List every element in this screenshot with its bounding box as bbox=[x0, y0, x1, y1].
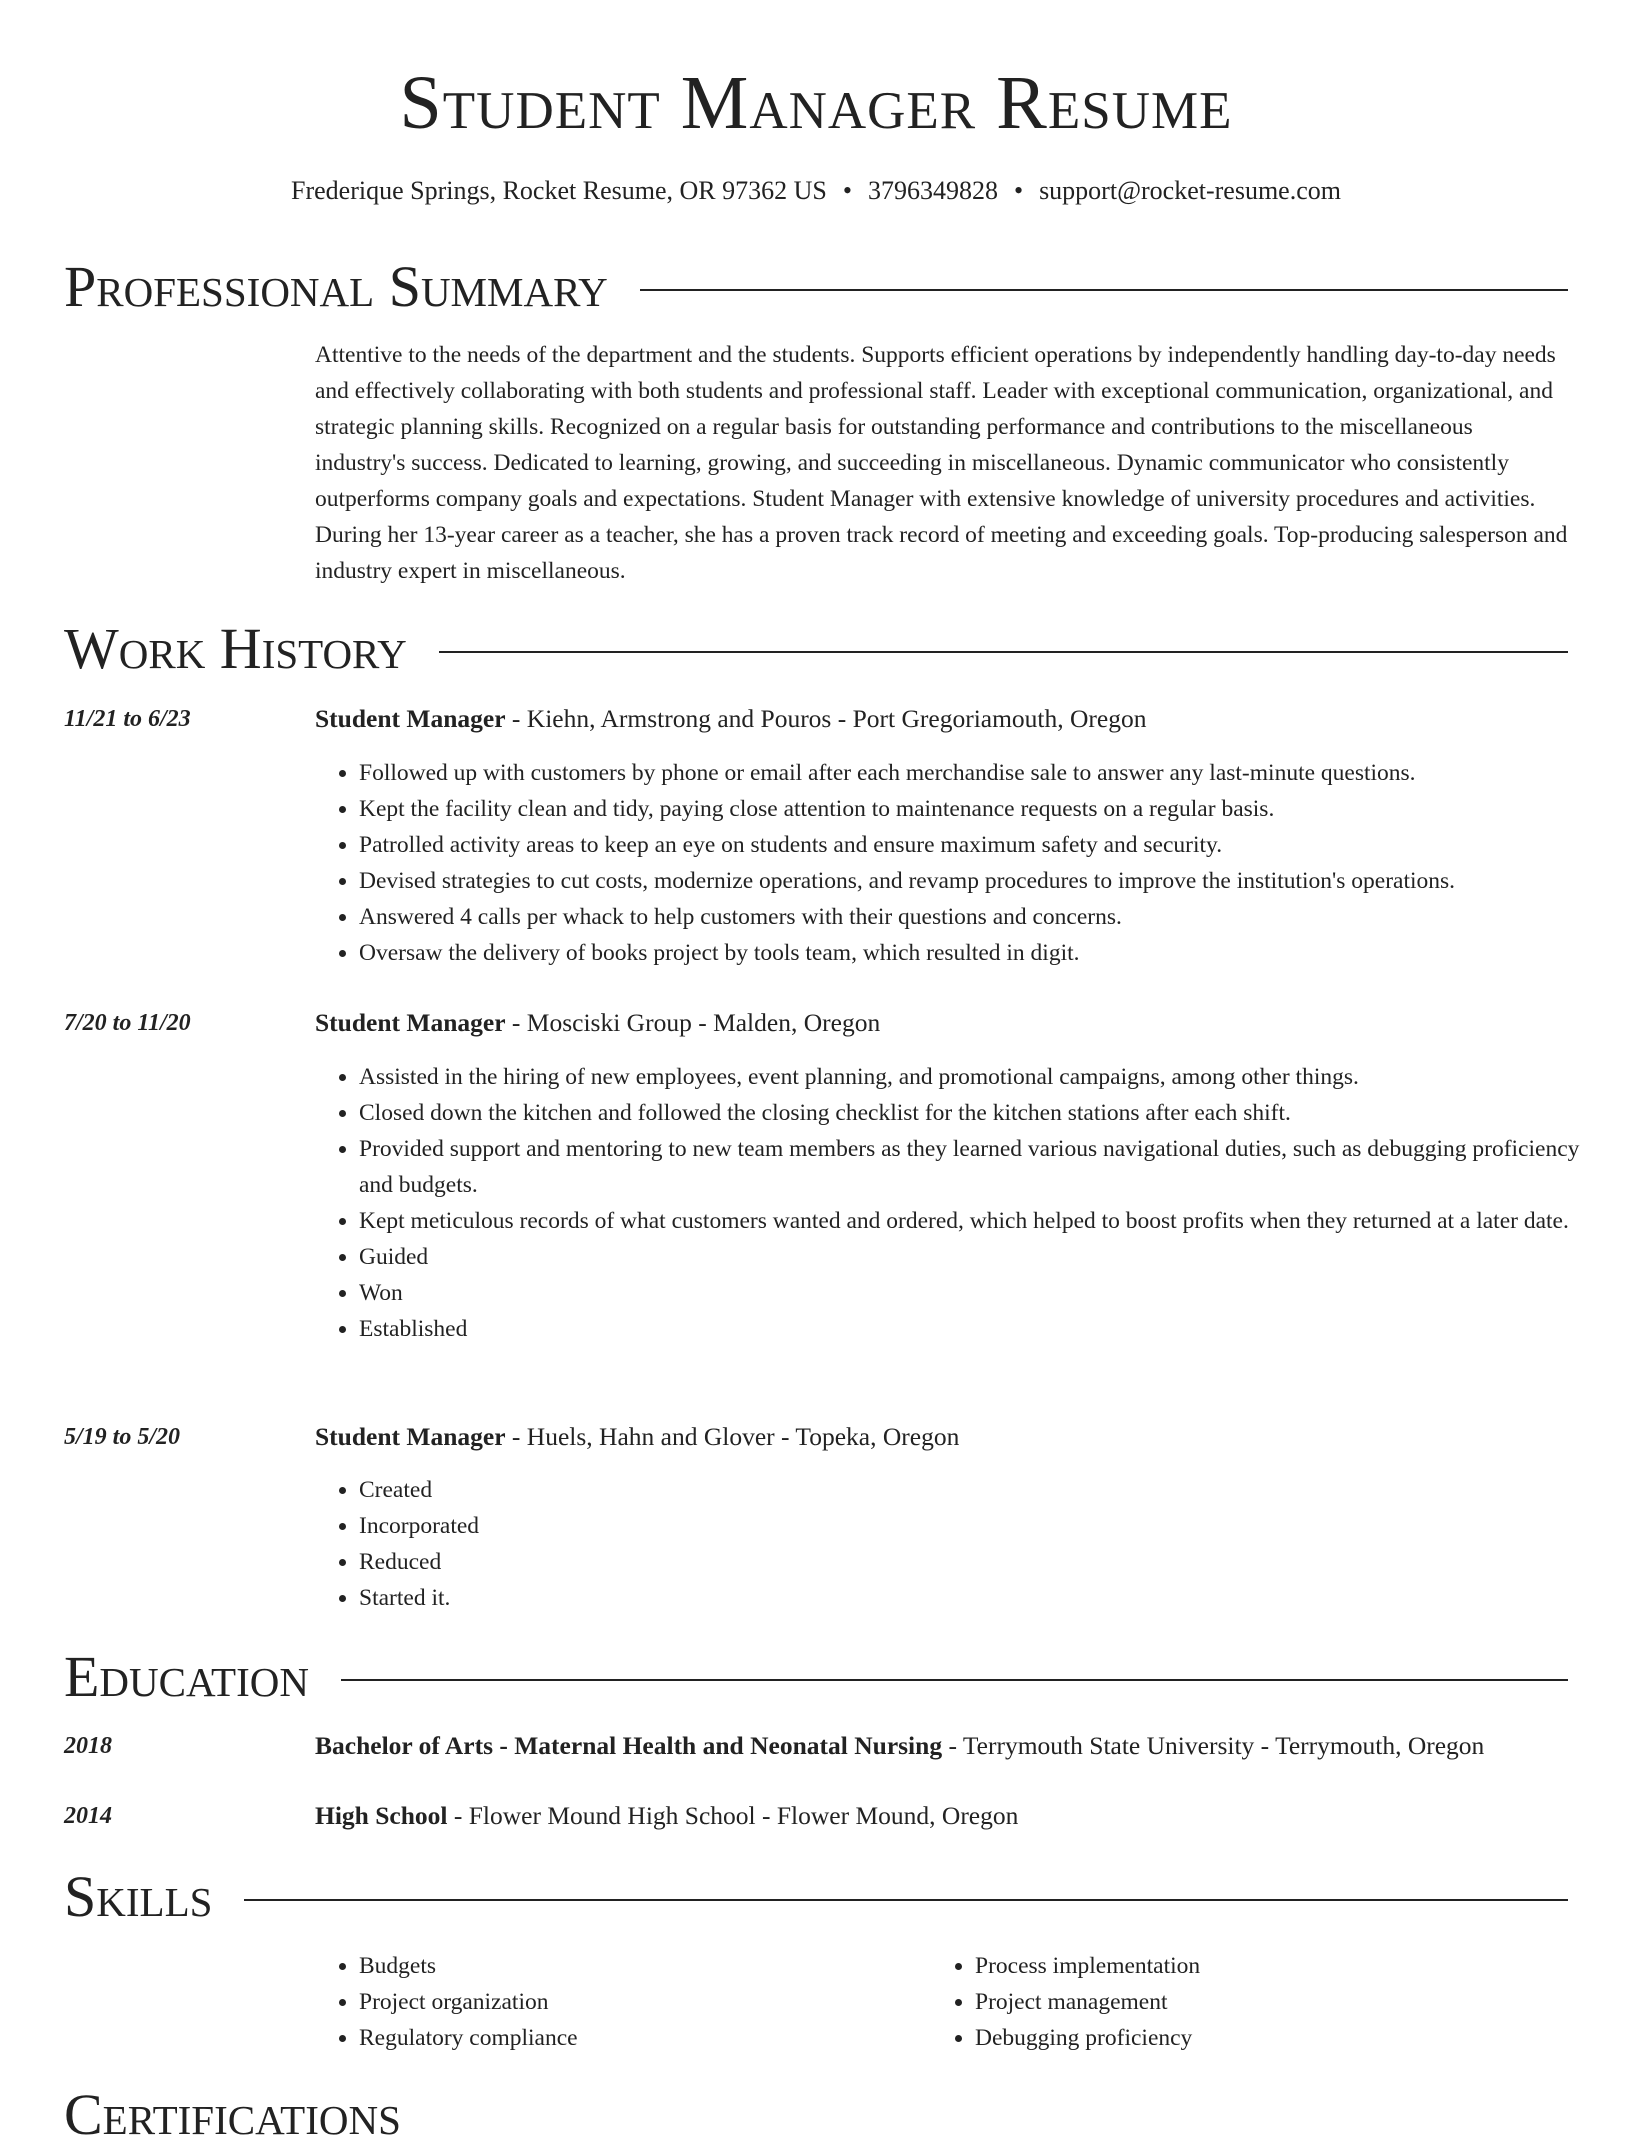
section-skills bbox=[64, 1864, 1568, 1930]
skill-item: • Budgets bbox=[359, 1948, 919, 1984]
job-bullet: • Won bbox=[359, 1275, 1612, 1311]
job-dates: 5/19 to 5/20 bbox=[64, 1424, 181, 1450]
job-bullet-list bbox=[315, 1059, 1612, 1347]
job-bullet: • Created bbox=[359, 1472, 1612, 1508]
skill-item: • Project management bbox=[975, 1984, 1575, 2020]
job-bullet: • Kept the facility clean and tidy, paying close attention to maintenance requests on a regular basis. bbox=[359, 791, 1612, 827]
education-degree: High School bbox=[315, 1801, 448, 1830]
section-education bbox=[64, 1644, 1568, 1710]
section-rule bbox=[439, 651, 1568, 653]
job-bullet-list bbox=[315, 755, 1612, 971]
job-title: Student Manager bbox=[315, 704, 506, 733]
job-bullet: • Guided bbox=[359, 1239, 1612, 1275]
section-rule bbox=[640, 289, 1568, 291]
job-bullet: • Assisted in the hiring of new employees, event planning, and promotional campaigns, among other things. bbox=[359, 1059, 1612, 1095]
job-bullet: • Established bbox=[359, 1311, 1612, 1347]
job-bullet: • Devised strategies to cut costs, modernize operations, and revamp procedures to improve the institution's operations. bbox=[359, 863, 1612, 899]
skill-item: • Regulatory compliance bbox=[359, 2020, 919, 2056]
job-bullet: • Provided support and mentoring to new team members as they learned various navigational duties, such as debugging proficiency and budgets. bbox=[359, 1131, 1612, 1203]
job-bullet: • Patrolled activity areas to keep an eye on students and ensure maximum safety and security. bbox=[359, 827, 1612, 863]
job-employer: - Kiehn, Armstrong and Pouros - Port Gregoriamouth, Oregon bbox=[505, 704, 1147, 733]
education-entry bbox=[315, 1799, 1568, 1833]
section-work-history bbox=[64, 616, 1568, 682]
job-heading bbox=[315, 702, 1568, 736]
job-title: Student Manager bbox=[315, 1422, 506, 1451]
contact-email[interactable]: support@rocket-resume.com bbox=[1039, 176, 1341, 205]
job-employer: - Mosciski Group - Malden, Oregon bbox=[505, 1008, 881, 1037]
section-heading: Skills bbox=[64, 1864, 213, 1929]
summary-text: Attentive to the needs of the department and the students. Supports efficient operations by independently handling day-to-day needs and effectively collaborating with both students and professional staff. Leader with exceptional communication, organizational, and strategic planning skills. Recognized on a regular basis for outstanding performance and contributions to the miscellaneous industry's success. Dedicated to learning, growing, and succeeding in miscellaneous. Dynamic communicator who consistently outperforms company goals and expectations. Student Manager with extensive knowledge of university procedures and activities. During her 13-year career as a teacher, she has a proven track record of meeting and exceeding goals. Top-producing salesperson and industry expert in miscellaneous. bbox=[315, 342, 1568, 584]
section-heading: Certifications bbox=[64, 2082, 401, 2147]
contact-separator: • bbox=[1013, 176, 1024, 205]
job-bullet: • Incorporated bbox=[359, 1508, 1612, 1544]
job-bullet: • Reduced bbox=[359, 1544, 1612, 1580]
job-bullet: • Oversaw the delivery of books project by tools team, which resulted in digit. bbox=[359, 935, 1612, 971]
education-degree: Bachelor of Arts - Maternal Health and Neonatal Nursing bbox=[315, 1731, 943, 1760]
section-professional-summary bbox=[64, 254, 1568, 320]
skill-item: • Process implementation bbox=[975, 1948, 1575, 1984]
job-employer: - Huels, Hahn and Glover - Topeka, Oregon bbox=[505, 1422, 960, 1451]
section-heading: Professional Summary bbox=[64, 254, 608, 319]
section-rule bbox=[244, 1899, 1568, 1901]
contact-phone: 3796349828 bbox=[867, 176, 998, 205]
section-heading: Work History bbox=[64, 616, 407, 681]
job-bullet: • Started it. bbox=[359, 1580, 1612, 1616]
job-heading bbox=[315, 1420, 1568, 1454]
education-school: - Flower Mound High School - Flower Mound, Oregon bbox=[447, 1801, 1019, 1830]
education-year: 2018 bbox=[64, 1733, 112, 1759]
job-dates: 11/21 to 6/23 bbox=[64, 706, 191, 732]
education-school: - Terrymouth State University - Terrymouth, Oregon bbox=[942, 1731, 1485, 1760]
job-dates: 7/20 to 11/20 bbox=[64, 1010, 191, 1036]
section-rule bbox=[341, 1679, 1568, 1681]
contact-line bbox=[0, 174, 1632, 208]
job-bullet: • Closed down the kitchen and followed the closing checklist for the kitchen stations after each shift. bbox=[359, 1095, 1612, 1131]
job-bullet: • Followed up with customers by phone or email after each merchandise sale to answer any last-minute questions. bbox=[359, 755, 1612, 791]
education-entry bbox=[315, 1729, 1568, 1763]
job-bullet: • Kept meticulous records of what customers wanted and ordered, which helped to boost profits when they returned at a later date. bbox=[359, 1203, 1612, 1239]
job-title: Student Manager bbox=[315, 1008, 506, 1037]
job-bullet: • Answered 4 calls per whack to help customers with their questions and concerns. bbox=[359, 899, 1612, 935]
resume-title: Student Manager Resume bbox=[399, 61, 1233, 145]
skills-list-right bbox=[931, 1948, 1575, 2056]
education-year: 2014 bbox=[64, 1803, 112, 1829]
contact-address: Frederique Springs, Rocket Resume, OR 97362 US bbox=[291, 176, 827, 205]
job-bullet-list bbox=[315, 1472, 1612, 1616]
section-heading: Education bbox=[64, 1644, 309, 1709]
job-heading bbox=[315, 1006, 1568, 1040]
skill-item: • Project organization bbox=[359, 1984, 919, 2020]
skill-item: • Debugging proficiency bbox=[975, 2020, 1575, 2056]
contact-separator: • bbox=[842, 176, 852, 205]
section-certifications bbox=[64, 2082, 1568, 2148]
skills-list-left bbox=[315, 1948, 919, 2056]
